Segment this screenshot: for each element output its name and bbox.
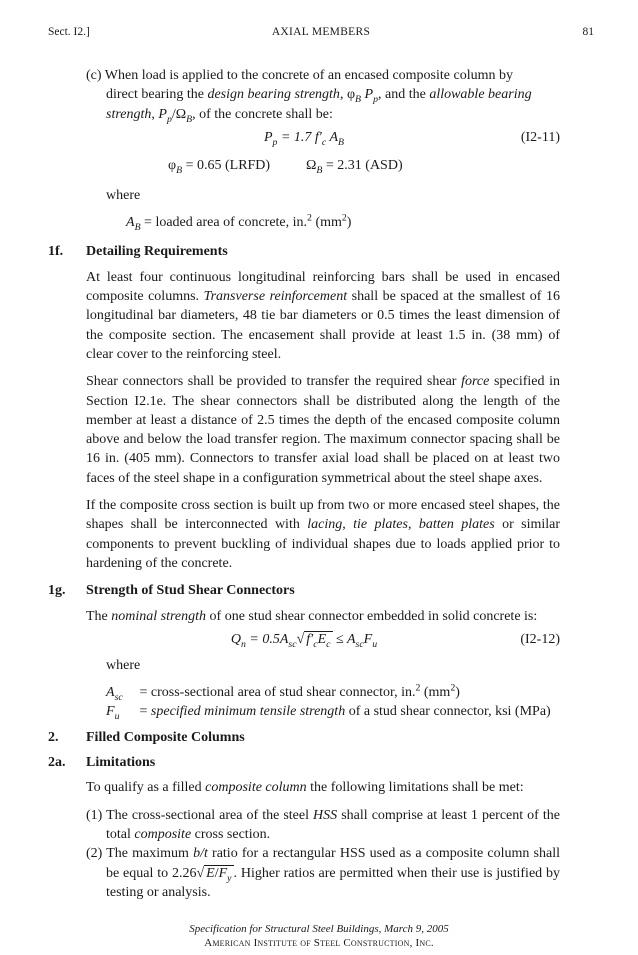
section-2a-heading: 2a. Limitations: [48, 755, 156, 771]
item-label: (c): [86, 68, 102, 83]
definition-ab: $A_B$ = loaded area of concrete, in.$^2$ $(mm^2)$: [126, 212, 352, 233]
section-reference: Sect. I2.]: [48, 26, 90, 38]
paragraph-built-up-shapes: If the composite cross section is built up from two or more encased steel shapes, the shapes shall be interconnected with lacing, tie plates, batten plates or similar components to prevent buckling of individual shapes due to loads applied prior to hardening of the concrete.: [86, 498, 560, 571]
item-text: When load is applied to the concrete of an encased composite column by: [104, 68, 513, 83]
main-content: [48, 66, 560, 902]
equation-number: (I2-11): [520, 129, 560, 145]
definition-asc: $A_{sc}$ = cross-sectional area of stud shear connector, in.$^2$ $(mm^2)$: [106, 682, 460, 703]
equation-body: $P_p = 1.7$ $f'_c$ $A_B$: [263, 129, 345, 148]
where-label: where: [106, 187, 141, 203]
paragraph-shear-connectors: Shear connectors shall be provided to transfer the required shear force specified in Section I2.1e. The shear connectors shall be distributed along the length of the member at least a distance of 2.5 times the depth of the encased composite column above and below the load transfer region. The maximum connector spacing shall be 16 in. (405 mm). Connectors to transfer axial load shall be placed on at least two faces of the steel shape in a configuration symmetrical about the steel shape axes.: [86, 374, 560, 486]
section-1g-heading: 1g. Strength of Stud Shear Connectors: [48, 583, 295, 599]
footer-publication: Specification for Structural Steel Buildings, March 9, 2005: [189, 923, 449, 935]
footer-publisher: American Institute of Steel Construction, Inc.: [204, 937, 434, 949]
item-text-continued: direct bearing the design bearing strength, $\varphi_B$ $P_p$, and the allowable bearing strength, $P_p/\Omega_B$, of the concrete shall be:: [106, 87, 532, 125]
equation-number: (I2-12): [520, 631, 560, 647]
section-1f-heading: 1f. Detailing Requirements: [48, 244, 228, 260]
equation-body: $Q_n = 0.5A_{sc}√$ $f'_cE_c \le A_{sc}F_u$: [230, 631, 378, 650]
paragraph-detailing: At least four continuous longitudinal reinforcing bars shall be used in encased composite columns. Transverse reinforcement shall be spaced at the smallest of 16 longitudinal bar diameters, 48 tie bar diameters or 0.5 times the least dimension of the composite section. The encasement shall provide at least 1.5 in. (38 mm) of clear cover to the reinforcing steel.: [86, 269, 560, 362]
limitation-2: (2) The maximum b/t ratio for a rectangular HSS used as a composite column shall be equal to 2.26√ $E/F_y$ . Higher ratios are permitted when their use is justified by testing or analysis.: [86, 846, 560, 900]
chapter-title: AXIAL MEMBERS: [271, 26, 371, 38]
asd-factor: $\Omega_B = 2.31$ (ASD): [306, 157, 403, 176]
section-2-heading: 2. Filled Composite Columns: [48, 729, 245, 745]
where-label: where: [106, 657, 141, 673]
lrfd-factor: $\varphi_B = 0.65$ (LRFD): [168, 157, 271, 176]
page-number: 81: [582, 26, 594, 38]
paragraph-nominal-strength: The nominal strength of one stud shear connector embedded in solid concrete is:: [86, 608, 538, 624]
running-head: [48, 26, 594, 42]
resistance-factors: [48, 156, 560, 178]
limitation-1: (1) The cross-sectional area of the steel HSS shall comprise at least 1 percent of the total composite cross section.: [86, 807, 560, 842]
equation-i2-12: [48, 630, 560, 652]
list-item-c: [48, 66, 560, 124]
page-footer: [0, 922, 638, 950]
equation-i2-11: [48, 128, 560, 150]
paragraph-limitations: To qualify as a filled composite column the following limitations shall be met:: [86, 780, 524, 796]
definition-fu: $F_u$ = specified minimum tensile strength of a stud shear connector, ksi (MPa): [106, 704, 551, 723]
